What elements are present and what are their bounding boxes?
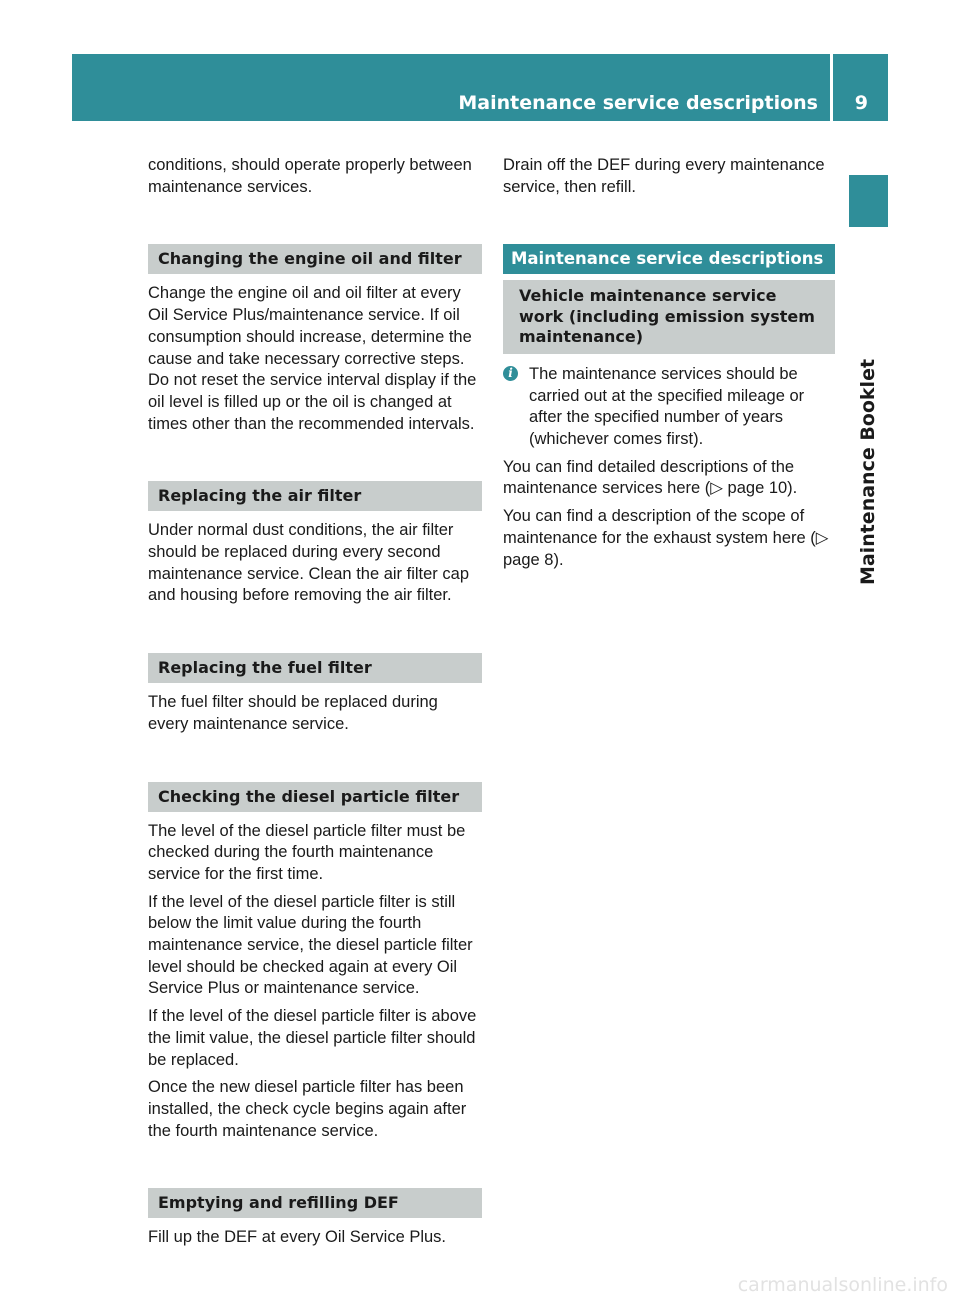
section-heading-air-filter: Replacing the air filter (148, 481, 482, 511)
def-drain-paragraph: Drain off the DEF during every maintenance service, then refill. (503, 156, 825, 196)
right-column (503, 155, 835, 577)
exhaust-scope-paragraph: You can find a description of the scope of maintenance for the exhaust system here (▷ page 8). (503, 507, 829, 569)
fuel-filter-paragraph: The fuel filter should be replaced during every maintenance service. (148, 693, 438, 733)
diesel-paragraph-1: The level of the diesel particle filter must be checked during the fourth maintenance service for the first time. (148, 821, 466, 883)
main-section-heading: Maintenance service descriptions (503, 244, 835, 274)
info-note-text: The maintenance services should be carried out at the specified mileage or after the specified number of years (whichever comes first). (529, 364, 805, 449)
header-title: Maintenance service descriptions (458, 92, 818, 114)
watermark: carmanualsonline.info (737, 1274, 948, 1296)
detailed-descriptions-paragraph: You can find detailed descriptions of the maintenance services here (▷ page 10). (503, 457, 798, 498)
def-paragraph: Fill up the DEF at every Oil Service Plus. (148, 1228, 447, 1247)
page-header-bar (72, 54, 888, 121)
left-column (148, 155, 482, 1255)
section-heading-def: Emptying and refilling DEF (148, 1188, 482, 1218)
side-section-label: Maintenance Booklet (857, 358, 879, 586)
diesel-paragraph-2: If the level of the diesel particle filter is still below the limit value during the fourth maintenance service, the diesel particle filter level should be checked again at every Oil Service Plus or maintenance service. (148, 892, 473, 998)
oil-paragraph: Change the engine oil and oil filter at every Oil Service Plus/maintenance service. If oil consumption should increase, determine the cause and take necessary corrective steps. Do not reset the service interval display if the oil level is filled up or the oil is changed at times other than the recommended intervals. (148, 284, 477, 433)
diesel-paragraph-4: Once the new diesel particle filter has been installed, the check cycle begins again after the fourth maintenance service. (148, 1078, 467, 1140)
info-note (503, 364, 835, 451)
side-tab-marker (849, 175, 888, 227)
section-heading-oil: Changing the engine oil and filter (148, 244, 482, 274)
subsection-heading: Vehicle maintenance service work (including emission system maintenance) (503, 280, 835, 354)
info-icon: i (503, 366, 518, 381)
section-heading-fuel-filter: Replacing the fuel filter (148, 653, 482, 683)
section-heading-diesel-particle-filter: Checking the diesel particle filter (148, 782, 482, 812)
diesel-paragraph-3: If the level of the diesel particle filter is above the limit value, the diesel particle filter should be replaced. (148, 1007, 477, 1069)
header-divider (830, 54, 833, 121)
intro-paragraph: conditions, should operate properly between maintenance services. (148, 156, 472, 196)
page-number: 9 (854, 92, 868, 114)
air-filter-paragraph: Under normal dust conditions, the air filter should be replaced during every second maintenance service. Clean the air filter cap and housing before removing the air filter. (148, 521, 469, 605)
